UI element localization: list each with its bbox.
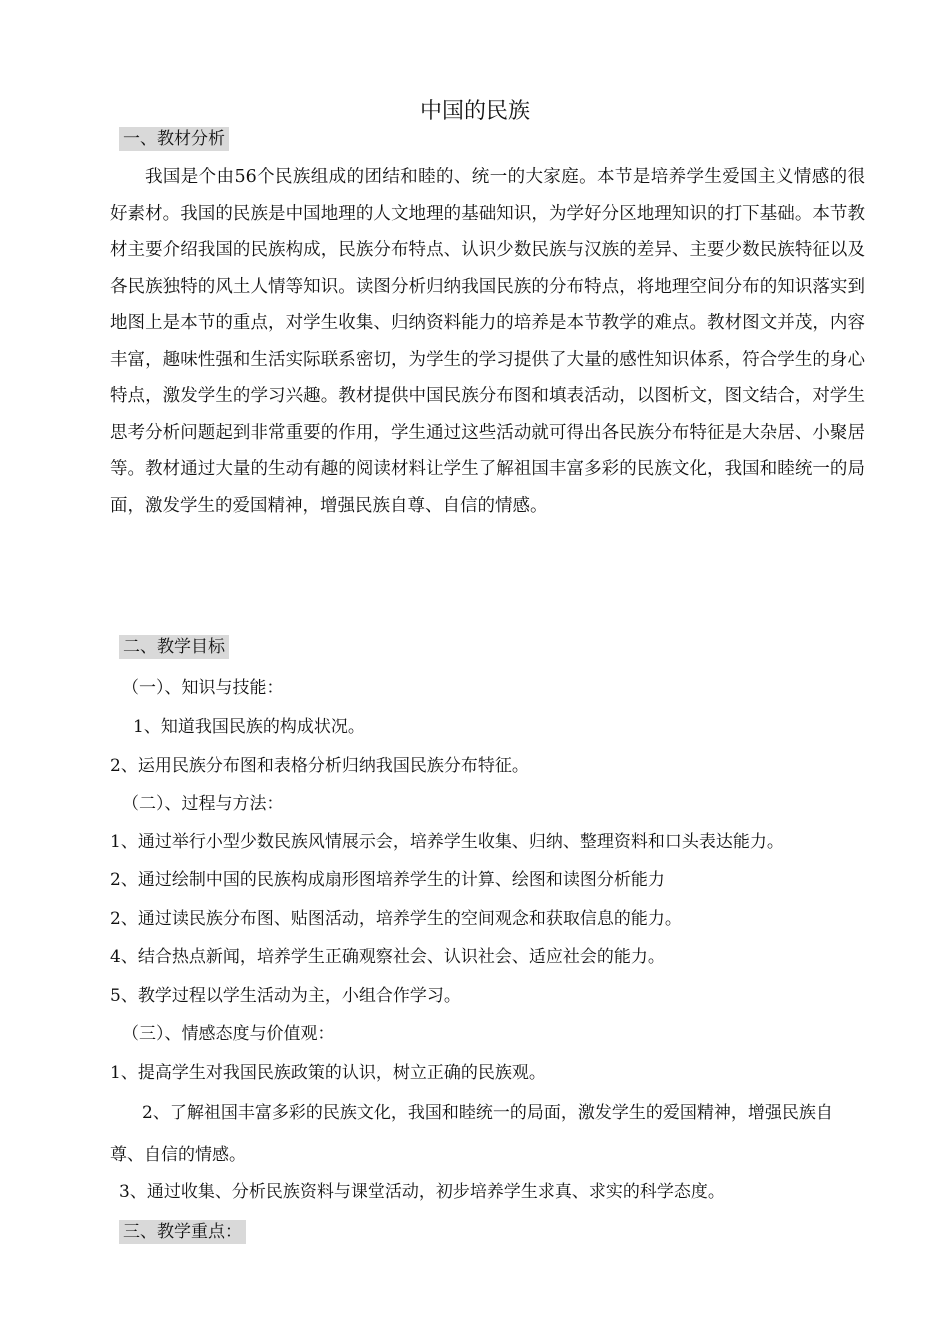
list-item: 1、知道我国民族的构成状况。 (133, 717, 365, 737)
list-item: 1、提高学生对我国民族政策的认识，树立正确的民族观。 (110, 1063, 546, 1083)
list-item: 2、运用民族分布图和表格分析归纳我国民族分布特征。 (110, 756, 529, 776)
document-title: 中国的民族 (419, 99, 530, 124)
list-item: 2、通过读民族分布图、贴图活动，培养学生的空间观念和获取信息的能力。 (110, 909, 682, 929)
subsection-heading-knowledge-skills: （一）、知识与技能： (122, 678, 284, 698)
list-item: 2、了解祖国丰富多彩的民族文化，我国和睦统一的局面，激发学生的爱国精神，增强民族自尊、自信的情感。 (110, 1103, 833, 1165)
subsection-heading-emotion-values: （三）、情感态度与价值观： (122, 1024, 335, 1044)
section-heading-teaching-goals: 二、教学目标 (119, 635, 229, 659)
list-item: 2、通过绘制中国的民族构成扇形图培养学生的计算、绘图和读图分析能力 (110, 870, 665, 890)
list-item: 4、结合热点新闻，培养学生正确观察社会、认识社会、适应社会的能力。 (110, 947, 665, 967)
list-item: 1、通过举行小型少数民族风情展示会，培养学生收集、归纳、整理资料和口头表达能力。 (110, 832, 784, 852)
textbook-analysis-paragraph: 我国是个由56个民族组成的团结和睦的、统一的大家庭。本节是培养学生爱国主义情感的很好素材。我国的民族是中国地理的人文地理的基础知识，为学好分区地理知识的打下基础。本节教材主要介绍我国的民族构成，民族分布特点、认识少数民族与汉族的差异、主要少数民族特征以及各民族独特的风土人情等知识。读图分析归纳我国民族的分布特点，将地理空间分布的知识落实到地图上是本节的重点，对学生收集、归纳资料能力的培养是本节教学的难点。教材图文并茂，内容丰富，趣味性强和生活实际联系密切，为学生的学习提供了大量的感性知识体系，符合学生的身心特点，激发学生的学习兴趣。教材提供中国民族分布图和填表活动，以图析文，图文结合，对学生思考分析问题起到非常重要的作用，学生通过这些活动就可得出各民族分布特征是大杂居、小聚居等。教材通过大量的生动有趣的阅读材料让学生了解祖国丰富多彩的民族文化，我国和睦统一的局面，激发学生的爱国精神，增强民族自尊、自信的情感。 (110, 167, 865, 516)
section-heading-textbook-analysis: 一、教材分析 (119, 127, 229, 151)
subsection-heading-process-methods: （二）、过程与方法： (122, 794, 284, 814)
list-item: 3、通过收集、分析民族资料与课堂活动，初步培养学生求真、求实的科学态度。 (119, 1182, 725, 1202)
section-heading-teaching-focus: 三、教学重点： (119, 1220, 246, 1244)
list-item: 5、教学过程以学生活动为主，小组合作学习。 (110, 986, 461, 1006)
